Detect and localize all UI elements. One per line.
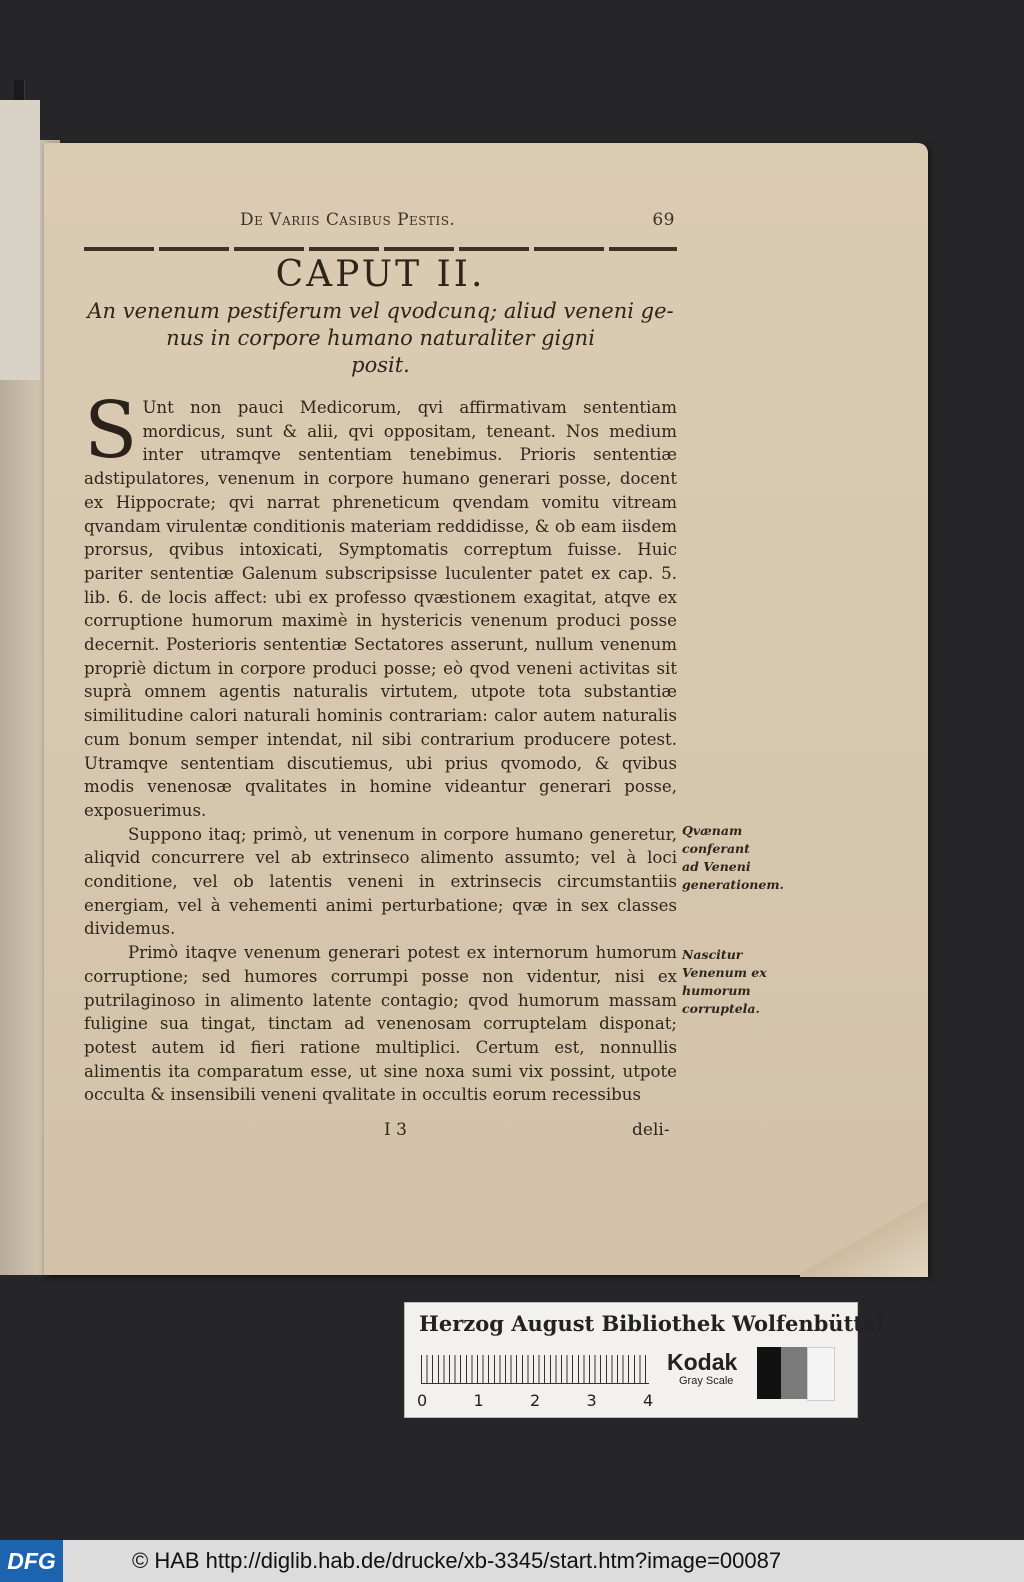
header-rule: [84, 247, 677, 251]
signature-mark: I 3: [384, 1120, 407, 1140]
ruler-baseline: [421, 1383, 649, 1384]
ruler-number: 4: [643, 1391, 654, 1410]
paragraph-text: Unt non pauci Medicorum, qvi affirmativam sententiam mordicus, sunt & alii, qvi oppositam, teneant. Nos medium inter utramqve sententiam tenebimus. Prioris sententiæ adstipulatores, venenum in corpore humano generari posse, docent ex Hippocrate; qvi narrat phreneticum qvendam vomitu vitream qvandam virulentæ conditionis materiam reddidisse, & ob eam iisdem prorsus, qvibus intoxicati, Symptomatis correptum fuisse. Huic pariter sententiæ Galenum subscripsisse luculenter patet ex cap. 5. lib. 6. de locis affect: ubi ex professo qvæstionem exagitat, atqve ex corruptione humorum maximè in hystericis venenum produci posse decernit. Posterioris sententiæ Sectatores asserunt, nullum venenum propriè dictum in corpore produci posse; eò qvod veneni activitas sit suprà omnem agentis naturalis virtutem, utpote tota substantiæ similitudine calori naturali hominis contrariam: calor autem naturalis cum bonum semper intendat, nil sibi contrarium producere potest. Utramqve sententiam discutiemus, ubi prius qvomodo, & qvibus modis venenosæ qvalitates in homine videantur generari posse, exposuerimus.: [84, 398, 677, 820]
gray-swatch-black: [757, 1347, 781, 1399]
ruler-number: 2: [530, 1391, 541, 1410]
catchword: deli-: [632, 1120, 670, 1140]
footer-bar: [0, 1540, 1024, 1582]
body-text: [84, 386, 677, 1107]
ruler-numbers: [417, 1391, 700, 1410]
chapter-subtitle: [84, 298, 677, 379]
subtitle-line: posit.: [351, 353, 410, 377]
color-calibration-card: [404, 1302, 885, 1418]
gray-swatch-white: [807, 1347, 835, 1401]
page-number: 69: [652, 210, 675, 230]
ruler-ticks: [421, 1355, 647, 1383]
subtitle-line: An venenum pestiferum vel qvodcunq; aliud veneni ge-: [87, 299, 674, 323]
ruler-number: 1: [473, 1391, 484, 1410]
library-name: Herzog August Bibliothek Wolfenbüttel: [419, 1311, 885, 1336]
kodak-logo: Kodak: [667, 1349, 738, 1375]
chapter-title: CAPUT II.: [275, 254, 486, 295]
running-head-title: De Variis Casibus Pestis.: [240, 210, 456, 230]
paragraph: [84, 386, 677, 823]
ruler-number: 0: [417, 1391, 428, 1410]
ruler-number: 3: [586, 1391, 597, 1410]
gray-scale-label: Gray Scale: [679, 1375, 734, 1387]
margin-note: Nascitur Venenum ex humorum corruptela.: [682, 947, 767, 1016]
margin-note: Qvænam conferant ad Veneni generationem.: [682, 823, 784, 892]
facing-page-strip: [0, 100, 40, 380]
paragraph: Primò itaqve venenum generari potest ex internorum humorum corruptione; sed humores corrumpi posse non videntur, nisi ex putrilaginoso in alimento latente contagio; qvod humorum massam fuligine sua tingat, tinctam ad venenosam corruptelam disponat; potest autem id fieri ratione multiplici. Certum est, nonnullis alimentis ita comparatum esse, ut sine noxa sumi vix possint, utpote occulta & insensibili veneni qvalitate in occultis eorum recessibus: [84, 943, 677, 1105]
running-head: [240, 210, 675, 236]
credit-url[interactable]: © HAB http://diglib.hab.de/drucke/xb-3345/start.htm?image=00087: [132, 1548, 782, 1573]
dfg-logo: DFG: [0, 1540, 63, 1582]
page-corner-fold: [800, 1195, 928, 1277]
subtitle-line: nus in corpore humano naturaliter gigni: [166, 326, 595, 350]
drop-cap: S: [84, 386, 138, 476]
paragraph: Suppono itaq; primò, ut venenum in corpore humano generetur, aliqvid concurrere vel ab extrinseco alimento assumto; vel à loci conditione, vel ob latentis veneni in extrinsecis circumstantiis energiam, vel à vehementi animi perturbatione; qvæ in sex classes dividemus.: [84, 824, 677, 939]
gray-swatch-mid: [781, 1347, 807, 1399]
